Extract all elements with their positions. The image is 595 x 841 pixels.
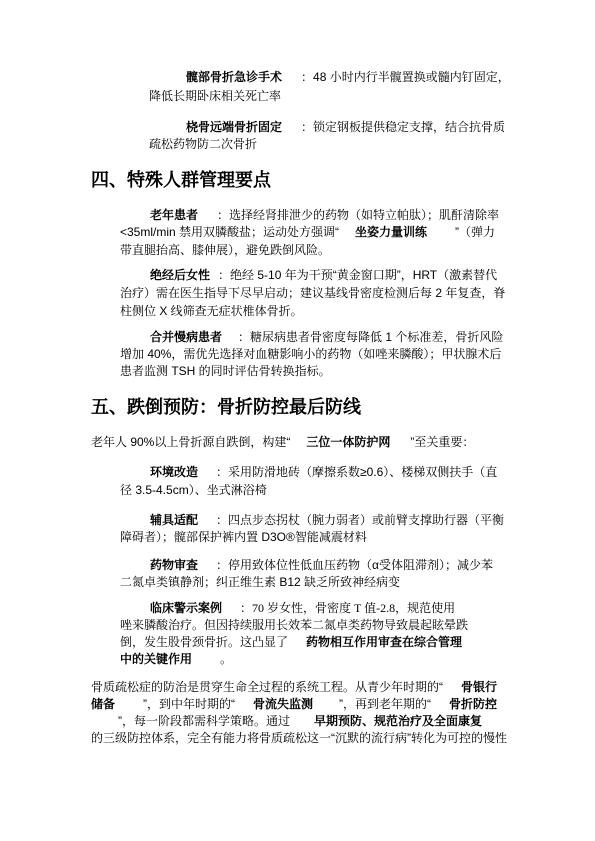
chronic-disease-line-1 (150, 329, 503, 345)
emphasis-text: 早期预防、规范治疗及全面康复 (314, 714, 483, 728)
conclusion-line-4: 的三级防控体系，完全有能力将骨质疏松这一“沉默的流行病”转化为可控的慢性 (91, 731, 507, 745)
postmenopausal-line-3: 柱侧位 X 线筛查无症状椎体骨折。 (120, 304, 303, 318)
clinical-case-line-4 (120, 651, 232, 667)
assistive-label: 辅具适配 (150, 513, 199, 527)
environment-line-2: 径 3.5-4.5cm）、坐式淋浴椅 (120, 483, 267, 497)
postmenopausal-text: ：绝经 5-10 年为干预“黄金窗口期”，HRT（激素替代 (218, 268, 498, 282)
clinical-case-line-1 (150, 600, 455, 616)
elderly-patients-line-1 (150, 207, 499, 223)
section-heading-fall-prevention: 五、跌倒预防：骨折防控最后防线 (91, 397, 361, 417)
hip-fracture-label: 髋部骨折急诊手术 (186, 70, 283, 84)
distal-radius-continuation: 疏松药物防二次骨折 (149, 137, 258, 151)
assistive-line-2: 障碍者）；髋部保护裤内置 D3O®智能减震材料 (120, 530, 367, 544)
paragraph-text: ”，每一阶段都需科学策略。通过 (118, 714, 290, 728)
environment-line-1 (150, 464, 497, 480)
conclusion-line-1 (91, 679, 497, 695)
elderly-patients-label: 老年患者 (150, 208, 199, 222)
emphasis-text: 骨银行 (461, 680, 498, 694)
medication-review-line-2: 二氮卓类镇静剂；纠正维生素 B12 缺乏所致神经病变 (120, 575, 401, 589)
postmenopausal-line-2: 治疗）需在医生指导下尽早启动；建议基线骨密度检测后每 2 年复查，脊 (120, 286, 506, 300)
emphasis-text: 储备 (91, 697, 116, 711)
paragraph-text: ”至关重要： (410, 435, 475, 449)
distal-radius-label: 桡骨远端骨折固定 (186, 120, 283, 134)
clinical-case-line-2: 唑来膦酸治疗。但因持续服用长效苯二氮卓类药物导致晨起眩晕跌 (120, 618, 469, 632)
postmenopausal-line-1 (150, 267, 497, 283)
environment-label: 环境改造 (150, 465, 199, 479)
elderly-patients-line-3: 带直腿抬高、膝伸展），避免跌倒风险。 (120, 243, 331, 257)
chronic-disease-text: ：糖尿病患者骨密度每降低 1 个标准差，骨折风险 (238, 330, 504, 344)
conclusion-line-2 (91, 696, 497, 712)
assistive-text: ：四点步态拐杖（腕力弱者）或前臂支撑助行器（平衡 (216, 513, 505, 527)
paragraph-text: 骨质疏松症的防治是贯穿生命全过程的系统工程。从青少年时期的“ (91, 680, 443, 694)
postmenopausal-label: 绝经后女性 (150, 268, 211, 282)
clinical-case-label: 临床警示案例 (150, 601, 223, 615)
medication-review-line-1 (150, 557, 493, 573)
elderly-patients-line-2 (120, 224, 495, 240)
paragraph-text: 。 (220, 652, 233, 666)
medication-review-text: ：停用致体位性低血压药物（α受体阻滞剂）；减少苯 (216, 558, 493, 572)
hip-fracture-continuation: 降低长期卧床相关死亡率 (149, 89, 282, 103)
distal-radius-text: ：锁定钢板提供稳定支撑，结合抗骨质 (301, 120, 506, 134)
emphasis-text: 三位一体防护网 (306, 435, 391, 449)
paragraph-text: ”（弹力 (455, 225, 496, 239)
emphasis-text: 中的关键作用 (120, 652, 193, 666)
clinical-case-text: ：70 岁女性，骨密度 T 值-2.8，规范使用 (240, 601, 456, 615)
paragraph-text: ”，再到老年期的“ (339, 697, 432, 711)
chronic-disease-line-3: 患者监测 TSH 的同时评估骨转换指标。 (120, 364, 331, 378)
chronic-disease-line-2: 增加 40%，需优先选择对血糖影响小的药物（如唑来膦酸）；甲状腺术后 (120, 347, 502, 361)
paragraph-text: 倒，发生股骨颈骨折。这凸显了 (120, 635, 289, 649)
paragraph-text: 老年人 90%以上骨折源自跌倒，构建“ (91, 435, 291, 449)
paragraph-text: ”，到中年时期的“ (143, 697, 236, 711)
environment-text: ：采用防滑地砖（摩擦系数≥0.6）、楼梯双侧扶手（直 (216, 465, 498, 479)
chronic-disease-label: 合并慢病患者 (150, 330, 223, 344)
emphasis-text: 坐姿力量训练 (355, 225, 428, 239)
emphasis-text: 骨折防控 (449, 697, 498, 711)
assistive-line-1 (150, 512, 504, 528)
medication-review-label: 药物审查 (150, 558, 199, 572)
elderly-patients-text: ：选择经肾排泄少的药物（如特立帕肽）；肌酐清除率 (217, 208, 500, 222)
hip-fracture-text: ：48 小时内行半髋置换或髓内钉固定， (301, 70, 510, 84)
fall-prevention-intro (91, 434, 474, 450)
emphasis-text: 药物相互作用审查在综合管理 (306, 635, 463, 649)
paragraph-text: <35ml/min 禁用双膦酸盐；运动处方强调“ (120, 225, 340, 239)
distal-radius-item (186, 119, 505, 135)
clinical-case-line-3 (120, 634, 462, 650)
section-heading-special-populations: 四、特殊人群管理要点 (91, 170, 271, 190)
hip-fracture-item (186, 69, 510, 85)
conclusion-line-3 (118, 713, 482, 729)
emphasis-text: 骨流失监测 (253, 697, 314, 711)
